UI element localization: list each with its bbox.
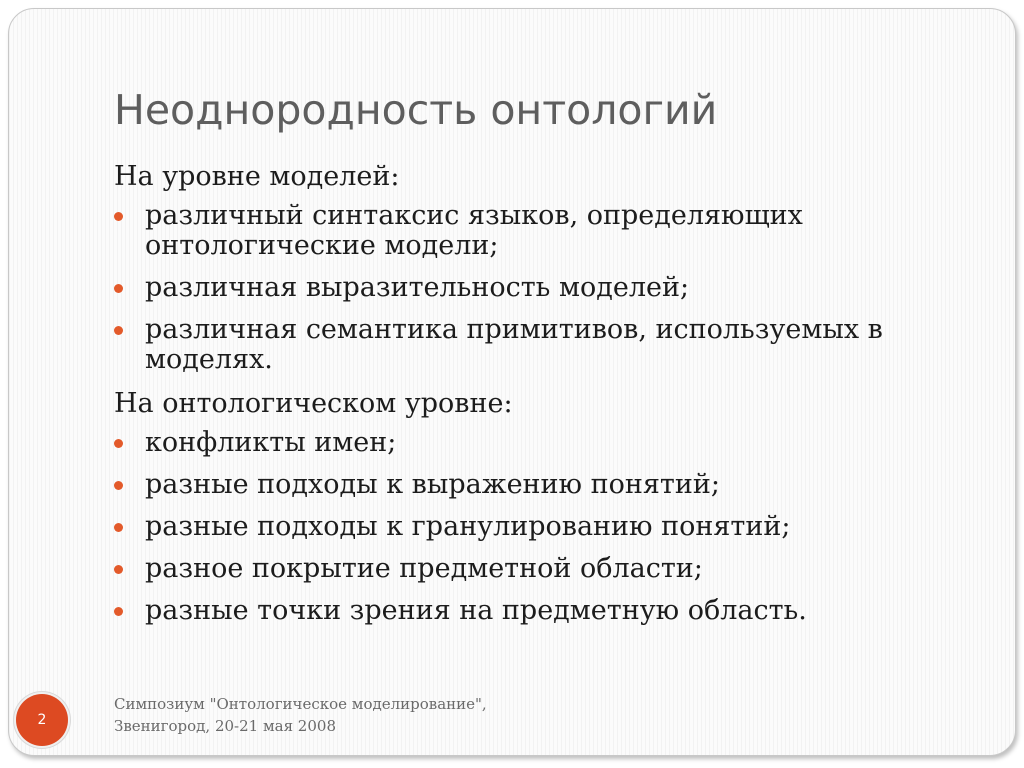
slide-content [114, 160, 954, 638]
bullet-dot-icon [114, 481, 123, 490]
section-models [114, 160, 954, 387]
slide-number-badge: 2 [16, 694, 68, 746]
list-item [114, 315, 954, 387]
bullet-text: разные подходы к гранулированию понятий; [145, 511, 791, 542]
list-item [114, 512, 954, 554]
bullet-dot-icon [114, 523, 123, 532]
bullet-text: различный синтаксис языков, определяющих онтологические модели; [145, 200, 803, 261]
footer-event: Симпозиум "Онтологическое моделирование", [114, 695, 487, 713]
bullet-text: различная семантика примитивов, используемых в моделях. [145, 314, 883, 375]
bullet-dot-icon [114, 326, 123, 335]
section-heading: На уровне моделей: [114, 161, 400, 192]
bullet-list [114, 428, 954, 638]
slide-footer [114, 693, 487, 737]
bullet-text: конфликты имен; [145, 427, 397, 458]
section-heading: На онтологическом уровне: [114, 388, 513, 419]
bullet-text: разные подходы к выражению понятий; [145, 469, 720, 500]
slide-title: Неоднородность онтологий [114, 86, 718, 134]
list-item [114, 428, 954, 470]
list-item [114, 201, 954, 273]
section-ontology [114, 387, 954, 638]
bullet-dot-icon [114, 439, 123, 448]
footer-place-date: Звенигород, 20-21 мая 2008 [114, 717, 336, 735]
list-item [114, 273, 954, 315]
bullet-dot-icon [114, 565, 123, 574]
bullet-dot-icon [114, 284, 123, 293]
list-item [114, 470, 954, 512]
bullet-text: различная выразительность моделей; [145, 272, 690, 303]
bullet-text: разное покрытие предметной области; [145, 553, 703, 584]
bullet-text: разные точки зрения на предметную область. [145, 595, 807, 626]
list-item [114, 554, 954, 596]
bullet-dot-icon [114, 212, 123, 221]
bullet-list [114, 201, 954, 387]
list-item [114, 596, 954, 638]
bullet-dot-icon [114, 607, 123, 616]
